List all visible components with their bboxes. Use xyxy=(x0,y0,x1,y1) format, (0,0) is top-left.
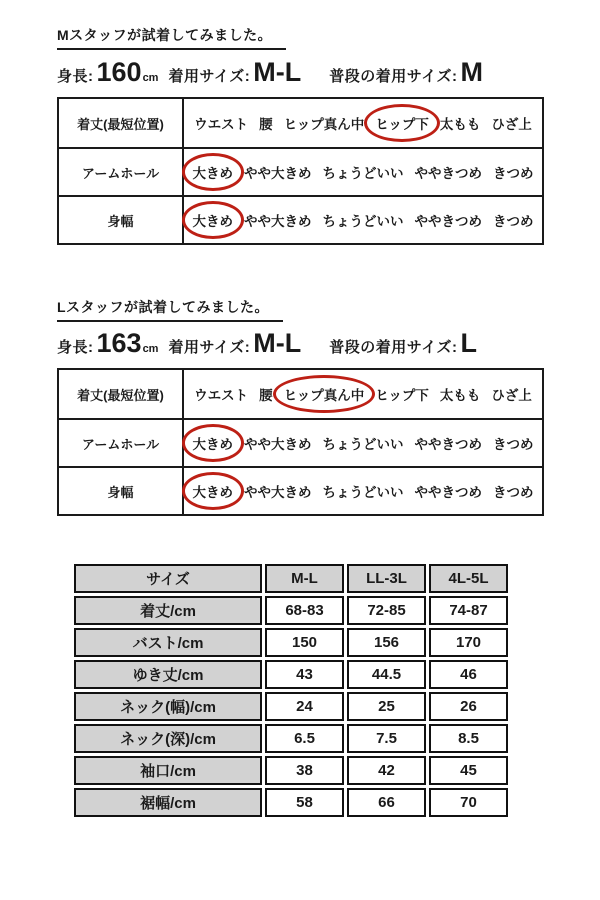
cell-value: 26 xyxy=(429,692,508,721)
fit-option: ちょうどいい xyxy=(322,214,404,229)
fit-option-label: 大きめ xyxy=(192,166,233,181)
fit-option: ちょうどいい xyxy=(322,485,404,500)
fit-table-l xyxy=(57,368,544,516)
fit-row-label: アームホール xyxy=(59,420,184,466)
fit-row-label: アームホール xyxy=(59,149,184,195)
size-header-ml: M-L xyxy=(265,564,344,593)
usual-size-label: 普段の着用サイズ: xyxy=(329,68,458,85)
fit-option: 腰 xyxy=(259,388,273,403)
row-label: ネック(深)/cm xyxy=(74,724,262,753)
table-row xyxy=(74,724,508,753)
size-spec-table xyxy=(71,561,511,820)
cell-value: 58 xyxy=(265,788,344,817)
cell-value: 70 xyxy=(429,788,508,817)
usual-size-value: M xyxy=(460,57,484,87)
cell-value: 44.5 xyxy=(347,660,426,689)
fit-option: きつめ xyxy=(493,214,534,229)
height-unit: cm xyxy=(142,72,159,84)
cell-value: 74-87 xyxy=(429,596,508,625)
cell-value: 42 xyxy=(347,756,426,785)
fit-option-selected xyxy=(193,433,234,453)
cell-value: 38 xyxy=(265,756,344,785)
row-label: 裾幅/cm xyxy=(74,788,262,817)
cell-value: 66 xyxy=(347,788,426,817)
fit-option: 太もも xyxy=(439,388,481,403)
height-unit: cm xyxy=(142,343,159,355)
fit-table-m xyxy=(57,97,544,245)
height-value: 160 xyxy=(96,57,142,87)
fit-option: きつめ xyxy=(493,485,534,500)
size-header-size: サイズ xyxy=(74,564,262,593)
fit-info-line-l xyxy=(57,328,477,359)
row-label: バスト/cm xyxy=(74,628,262,657)
fit-row-options xyxy=(184,420,542,466)
fit-option: ちょうどいい xyxy=(322,166,404,181)
usual-size-value: L xyxy=(460,328,478,358)
fit-option-label: 大きめ xyxy=(192,214,233,229)
table-row xyxy=(74,788,508,817)
fit-info-line-m xyxy=(57,57,483,88)
cell-value: 72-85 xyxy=(347,596,426,625)
fit-row-options xyxy=(184,468,542,514)
height-value: 163 xyxy=(96,328,142,358)
fit-row-length xyxy=(59,99,542,147)
fit-row-options xyxy=(184,149,542,195)
fit-option-label: ヒップ下 xyxy=(375,117,429,132)
size-header-ll3l: LL-3L xyxy=(347,564,426,593)
fit-option-selected xyxy=(193,210,234,230)
fit-option: やや大きめ xyxy=(244,166,312,181)
fit-option-selected xyxy=(284,384,365,404)
fit-row-armhole xyxy=(59,418,542,466)
wearing-size-label: 着用サイズ: xyxy=(168,339,251,356)
fit-row-label: 身幅 xyxy=(59,197,184,243)
fit-option: ややきつめ xyxy=(414,166,482,181)
row-label: ネック(幅)/cm xyxy=(74,692,262,721)
fit-option-label: ヒップ真ん中 xyxy=(283,388,365,403)
fit-section-title-m: Mスタッフが試着してみました。 xyxy=(57,25,286,50)
fit-row-length xyxy=(59,370,542,418)
row-label: 袖口/cm xyxy=(74,756,262,785)
wearing-size-label: 着用サイズ: xyxy=(168,68,251,85)
table-row xyxy=(74,660,508,689)
cell-value: 6.5 xyxy=(265,724,344,753)
fit-option: ややきつめ xyxy=(414,485,482,500)
fit-option: ヒップ下 xyxy=(375,388,429,403)
height-label: 身長: xyxy=(57,339,94,356)
row-label: ゆき丈/cm xyxy=(74,660,262,689)
fit-option-label: 大きめ xyxy=(192,485,233,500)
fit-option: ウエスト xyxy=(194,388,249,403)
cell-value: 68-83 xyxy=(265,596,344,625)
fit-option-selected xyxy=(193,481,234,501)
fit-option: ウエスト xyxy=(194,117,249,132)
fit-option: ややきつめ xyxy=(414,437,482,452)
wearing-size-value: M-L xyxy=(253,57,302,87)
fit-option: やや大きめ xyxy=(244,437,312,452)
cell-value: 170 xyxy=(429,628,508,657)
fit-option-selected xyxy=(193,162,234,182)
cell-value: 7.5 xyxy=(347,724,426,753)
fit-row-options xyxy=(184,197,542,243)
fit-option: ヒップ真ん中 xyxy=(283,117,365,132)
fit-option: やや大きめ xyxy=(244,485,312,500)
fit-row-label: 着丈(最短位置) xyxy=(59,99,184,147)
fit-option: ひざ上 xyxy=(491,388,532,403)
height-label: 身長: xyxy=(57,68,94,85)
fit-option: きつめ xyxy=(493,166,534,181)
fit-section-title-l: Lスタッフが試着してみました。 xyxy=(57,297,283,322)
fit-row-width xyxy=(59,195,542,243)
row-label: 着丈/cm xyxy=(74,596,262,625)
table-row xyxy=(74,628,508,657)
size-table-header-row xyxy=(74,564,508,593)
fit-option: きつめ xyxy=(493,437,534,452)
cell-value: 25 xyxy=(347,692,426,721)
table-row xyxy=(74,692,508,721)
size-header-4l5l: 4L-5L xyxy=(429,564,508,593)
fit-option: 腰 xyxy=(259,117,273,132)
cell-value: 45 xyxy=(429,756,508,785)
fit-option-selected xyxy=(375,113,429,133)
cell-value: 24 xyxy=(265,692,344,721)
usual-size-label: 普段の着用サイズ: xyxy=(329,339,458,356)
wearing-size-value: M-L xyxy=(253,328,302,358)
fit-option: ややきつめ xyxy=(414,214,482,229)
cell-value: 156 xyxy=(347,628,426,657)
cell-value: 43 xyxy=(265,660,344,689)
fit-option-label: 大きめ xyxy=(192,437,233,452)
cell-value: 46 xyxy=(429,660,508,689)
fit-option: ひざ上 xyxy=(491,117,532,132)
fit-row-armhole xyxy=(59,147,542,195)
fit-row-label: 着丈(最短位置) xyxy=(59,370,184,418)
fit-row-width xyxy=(59,466,542,514)
table-row xyxy=(74,596,508,625)
cell-value: 8.5 xyxy=(429,724,508,753)
fit-row-options xyxy=(184,370,542,418)
fit-option: やや大きめ xyxy=(244,214,312,229)
cell-value: 150 xyxy=(265,628,344,657)
fit-option: ちょうどいい xyxy=(322,437,404,452)
fit-row-label: 身幅 xyxy=(59,468,184,514)
fit-row-options xyxy=(184,99,542,147)
fit-option: 太もも xyxy=(439,117,481,132)
table-row xyxy=(74,756,508,785)
